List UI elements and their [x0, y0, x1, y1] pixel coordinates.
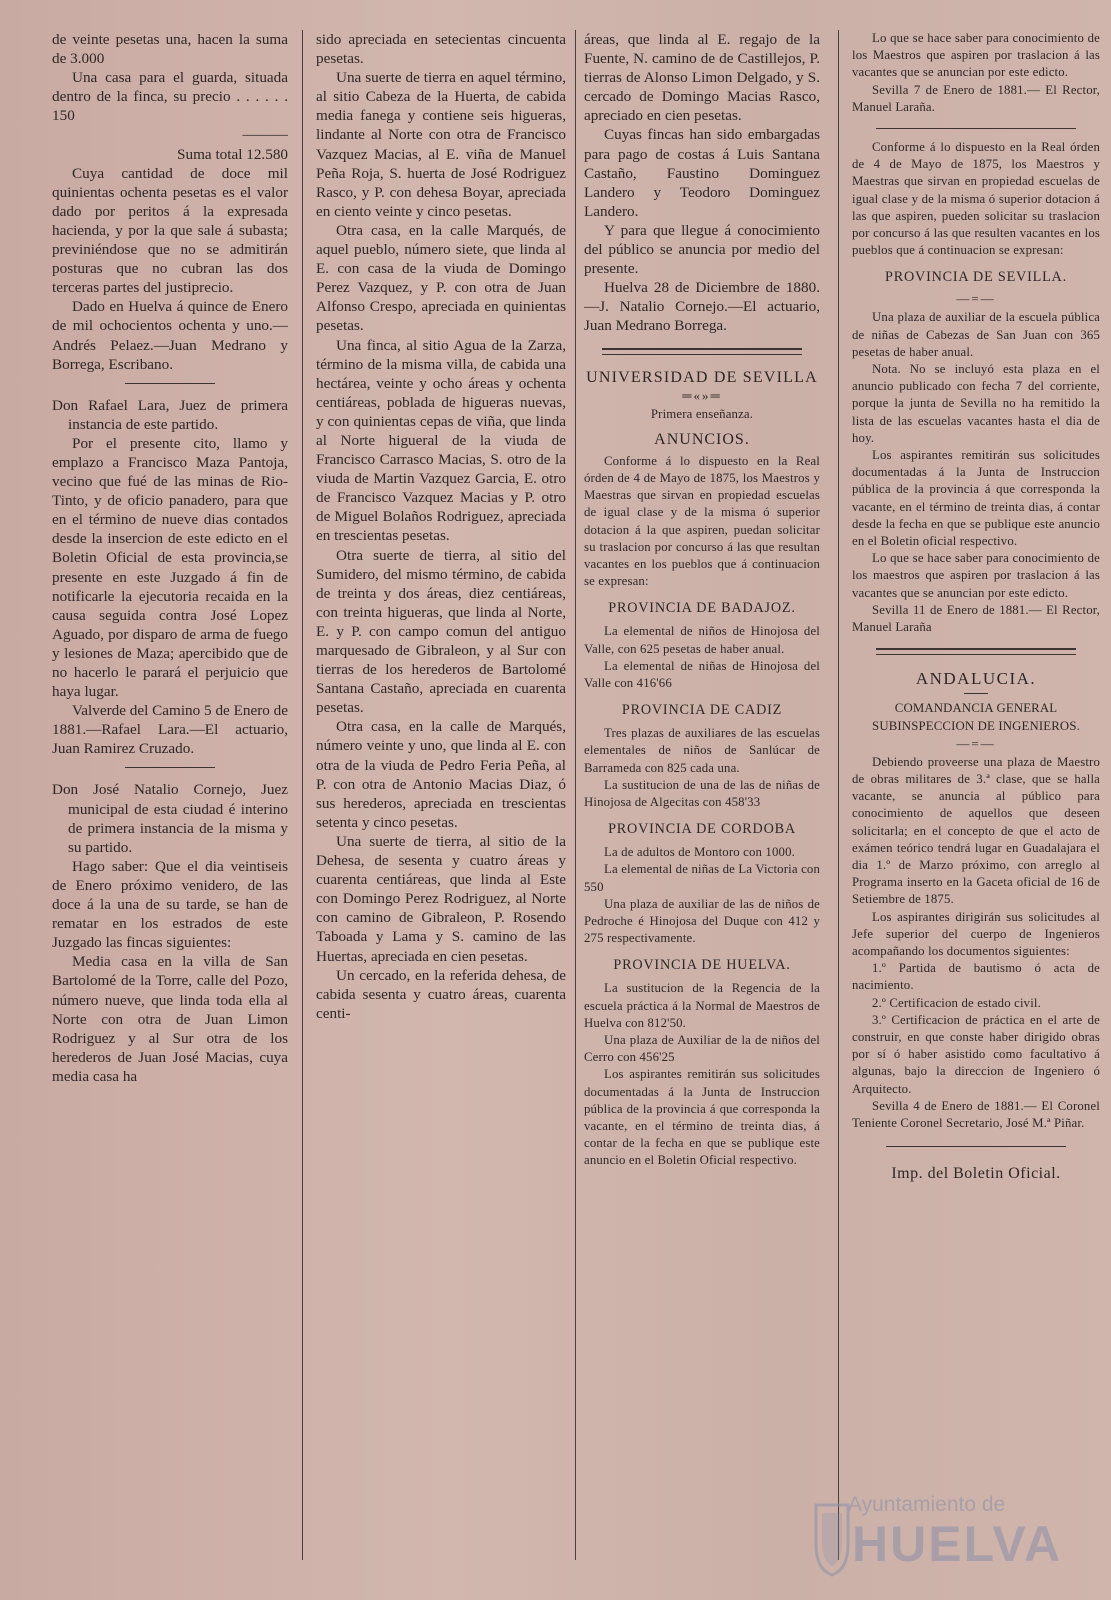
column-2: [316, 30, 566, 1590]
column-4: [852, 30, 1100, 1590]
province-heading: PROVINCIA DE HUELVA.: [613, 957, 791, 974]
vacancy-item: La sustitucion de una de las de niñas de Hinojosa de Algecitas con 458'33: [584, 777, 820, 809]
signature: Sevilla 11 de Enero de 1881.— El Rector, Manuel Laraña: [852, 602, 1100, 635]
section-heading: UNIVERSIDAD DE SEVILLA: [586, 368, 818, 386]
column-rule: [575, 30, 576, 1560]
paragraph: Una suerte de tierra, al sitio de la Dehesa, de sesenta y cuatro áreas y cuarenta centiáreas, que linda al Este con Domingo Perez Rodriguez, al Norte con camino de Gibraleon, P. Rosendo Taboada y Lama y S. camino de las Huertas, apreciada en cien pesetas.: [316, 832, 566, 965]
dash-rule: ———: [242, 126, 288, 144]
vacancy-item: Tres plazas de auxiliares de las escuelas elementales de niños de Sanlúcar de Barrameda con 825 cada una.: [584, 726, 820, 775]
paragraph: áreas, que linda al E. regajo de la Fuente, N. camino de de Castillejos, P. tierras de Alonso Limon Delgado, y S. cercado de Domingo Macias Rasco, apreciado en cien pesetas.: [584, 31, 820, 125]
paragraph: Un cercado, en la referida dehesa, de cabida sesenta y cuatro áreas, cuarenta centi-: [316, 966, 566, 1022]
paragraph: Otra casa, en la calle de Marqués, número veinte y uno, que linda al E. con otra de la viuda de Pedro Feria Peña, al P. con otra de Antonio Macias Diaz, ó sus herederos, apreciada en trescientas setenta y cinco pesetas.: [316, 718, 566, 831]
vacancy-item: Una plaza de auxiliar de la escuela pública de niñas de Cabezas de San Juan con 365 pesetas de haber anual.: [852, 310, 1100, 359]
paragraph: Conforme á lo dispuesto en la Real órden de 4 de Mayo de 1875, los Maestros y Maestras que sirvan en propiedad escuelas de igual clase y de la misma ó superior dotacion á las que aspiren, pueden solicitar su traslacion por concurso á las que resulten vacantes en los pueblos que á continuacion se expresan:: [852, 140, 1100, 258]
vacancy-item: Una plaza de auxiliar de las de niños de Pedroche é Hinojosa del Duque con 412 y 275 respectivamente.: [584, 896, 820, 946]
paragraph: Por el presente cito, llamo y emplazo a Francisco Maza Pantoja, vecino que fué de las minas de Rio-Tinto, y de oficio panadero, para que en el término de nueve dias contados desde la insercion de este edicto en el Boletin Oficial de esta provincia,se presente en este Juzgado á fin de notificarle la ejecutoria recaida en la causa seguida contra José Lopez Aguado, por disparo de arma de fuego y lesiones de Maza; apercibido que de no hacerlo le parará el perjuicio que haya lugar.: [52, 434, 288, 701]
paragraph: Una casa para el guarda, situada dentro de la finca, su precio . . . . . . 150: [52, 69, 288, 125]
note: Nota. No se incluyó esta plaza en el anuncio publicado con fecha 7 del corriente, porque la junta de Sevilla no ha remitido la lista de las escuelas vacantes hasta el dia de hoy.: [852, 362, 1100, 445]
list-item: 3.º Certificacion de práctica en el arte de construir, en que conste haber dirigido obras por sí ó haber asistido como facultativo á algunas, bajo la direccion de Ingeniero ó Arquitecto.: [852, 1012, 1100, 1096]
double-rule: [876, 648, 1076, 655]
paragraph: Y para que llegue á conocimiento del público se anuncia por medio del presente.: [584, 221, 820, 278]
paragraph: Cuya cantidad de doce mil quinientas ochenta pesetas es el valor dado por peritos á la expresada hacienda, y por la que sale á subasta; previniéndose que no se admitirán posturas que no cubran las dos terceras partes del justiprecio.: [52, 164, 288, 297]
vacancy-item: La sustitucion de la Regencia de la escuela práctica á la Normal de Maestros de Huelva con 812'50.: [584, 981, 820, 1030]
province-heading: PROVINCIA DE CORDOBA: [608, 821, 796, 838]
subheading: COMANDANCIA GENERAL SUBINSPECCION DE INGENIEROS.: [872, 701, 1080, 733]
amount: 3.000: [70, 50, 105, 68]
province-heading: PROVINCIA DE SEVILLA.: [885, 269, 1067, 286]
watermark-line-1: Ayuntamiento de: [848, 1493, 1006, 1516]
vacancy-item: La elemental de niños de Hinojosa del Valle, con 625 pesetas de haber anual.: [584, 624, 820, 656]
ornament: —=—: [956, 735, 996, 751]
total-line: Suma total 12.580: [177, 145, 288, 163]
paragraph: Los aspirantes remitirán sus solicitudes documentadas á la Junta de Instruccion pública de la provincia á que corresponda la vacante, en el término de treinta dias, á contar de la fecha en que se publique este anuncio en el Boletin Oficial respectivo.: [584, 1067, 820, 1168]
paragraph: Una suerte de tierra en aquel término, al sitio Cabeza de la Huerta, de cabida media fanega y contiene seis higueras, lindante al Norte con otra de Francisco Vazquez Macias, al E. viña de Manuel Peña Roja, S. huerta de José Rodriguez Rasco, y P. con dehesa Boyar, apreciada en ciento veinte y cinco pesetas.: [316, 69, 566, 220]
paragraph: Otra casa, en la calle Marqués, de aquel pueblo, número siete, que linda al E. con casa de la viuda de Domingo Perez Vazquez, y P. con otra de Juan Alfonso Crespo, apreciada en quinientas pesetas.: [316, 221, 566, 335]
watermark-logo: [812, 1493, 1102, 1593]
paragraph: Media casa en la villa de San Bartolomé de la Torre, calle del Pozo, número nueve, que linda toda ella al Norte con otra de Juan Limon Rodriguez y al Sur otra de los herederos de Juan José Macias, cuya media casa ha: [52, 953, 288, 1085]
province-heading: PROVINCIA DE CADIZ: [621, 702, 783, 719]
paragraph: Lo que se hace saber para conocimiento de los maestros que aspiren por traslacion á las vacantes que se anuncian por este edicto.: [852, 551, 1100, 600]
province-heading: PROVINCIA DE BADAJOZ.: [608, 600, 796, 617]
paragraph: sido apreciada en setecientas cincuenta pesetas.: [316, 31, 566, 68]
edict-heading: Don Rafael Lara, Juez de primera instancia de este partido.: [52, 396, 288, 433]
list-item: 2.º Certificacion de estado civil.: [872, 995, 1041, 1010]
column-rule: [838, 30, 839, 1560]
paragraph: Conforme á lo dispuesto en la Real órden de 4 de Mayo de 1875, los Maestros y Maestras que sirvan en propiedad escuelas de igual clase y de la misma ó superior dotacion á la que aspiren, puedan solicitar su traslacion por concurso á las que resultan vacantes en los pueblos que á continuacion se expresan:: [584, 453, 820, 589]
vacancy-item: La de adultos de Montoro con 1000.: [604, 845, 795, 860]
column-1: [52, 30, 288, 1590]
paragraph: Valverde del Camino 5 de Enero de 1881.—Rafael Lara.—El actuario, Juan Ramirez Cruzado.: [52, 702, 288, 758]
watermark-line-2: HUELVA: [852, 1516, 1063, 1572]
signature: Sevilla 7 de Enero de 1881.— El Rector, Manuel Laraña.: [852, 82, 1100, 114]
separator: [886, 1146, 1066, 1147]
paragraph: Hago saber: Que el dia veintiseis de Enero próximo venidero, de las doce á la una de su tarde, se han de rematar en los estrados de este Juzgado las fincas siguientes:: [52, 857, 288, 952]
amount: 150: [52, 107, 75, 125]
vacancy-item: La elemental de niñas de Hinojosa del Valle con 416'66: [584, 658, 820, 690]
total-amount: 12.580: [246, 145, 288, 163]
paragraph: Huelva 28 de Diciembre de 1880.—J. Natalio Cornejo.—El actuario, Juan Medrano Borrega.: [584, 279, 820, 335]
edict-heading: Don José Natalio Cornejo, Juez municipal de esta ciudad é interino de primera instancia de la misma y su partido.: [52, 781, 288, 856]
separator: [964, 693, 988, 694]
subheading: ANUNCIOS.: [654, 430, 750, 448]
subheading: Primera enseñanza.: [650, 406, 754, 421]
paragraph: Lo que se hace saber para conocimiento de los Maestros que aspiren por traslacion á las vacantes que se anuncian por este edicto.: [852, 31, 1100, 80]
ornament: —=—: [956, 291, 996, 307]
list-item: 1.º Partida de bautismo ó acta de nacimiento.: [852, 961, 1100, 993]
paragraph: Debiendo proveerse una plaza de Maestro de obras militares de 3.ª clase, que se halla vacante, se anuncia al público para conocimiento de aquellos que deseen solicitarla; en el concepto de que el acto de exámen teórico tendrá lugar en Guadalajara el dia 1.º de Marzo próximo, con arreglo al Programa inserto en la Gaceta oficial de 16 de Setiembre de 1875.: [852, 754, 1100, 907]
paragraph: de veinte pesetas una, hacen la suma de 3.000: [52, 31, 288, 68]
separator: [125, 383, 215, 384]
paragraph: Otra suerte de tierra, al sitio del Sumidero, del mismo término, de cabida de treinta y dos áreas, diez centiáreas, con treinta higueras, que linda al Norte, E. y P. con campo comun del antiguo marquesado de Gibraleon, y al Sur con tierras de los herederos de Bartolomé Santana Castaño, apreciada en cuarenta pesetas.: [316, 546, 566, 717]
double-rule: [602, 348, 802, 355]
paragraph: Dado en Huelva á quince de Enero de mil ochocientos ochenta y uno.—Andrés Pelaez.—Juan Medrano y Borrega, Escribano.: [52, 298, 288, 373]
paragraph: Cuyas fincas han sido embargadas para pago de costas á Luis Santana Castaño, Faustino Dominguez Landero y Teodoro Dominguez Landero.: [584, 126, 820, 220]
signature: Sevilla 4 de Enero de 1881.— El Coronel Teniente Coronel Secretario, José M.ª Piñar.: [852, 1098, 1100, 1130]
separator: [125, 767, 215, 768]
paragraph: Los aspirantes remitirán sus solicitudes documentadas á la Junta de Instruccion pública de la provincia á que corresponda la vacante, en el término de treinta dias, á contar desde la fecha en que se publique este anuncio en el Boletin oficial respectivo.: [852, 448, 1100, 549]
vacancy-item: Una plaza de Auxiliar de la de niños del Cerro con 456'25: [584, 1032, 820, 1065]
vacancy-item: La elemental de niñas de La Victoria con 550: [584, 862, 820, 894]
column-3: [584, 30, 820, 1590]
printer-imprint: Imp. del Boletin Oficial.: [891, 1165, 1061, 1183]
paragraph: Los aspirantes dirigirán sus solicitudes al Jefe superior del cuerpo de Ingenieros acompañando los documentos siguientes:: [852, 909, 1100, 958]
paragraph: Una finca, al sitio Agua de la Zarza, término de la misma villa, de cabida una hectárea, veinte y ocho áreas y ochenta centiáreas, poblada de higueras nuevas, y con quinientas cepas de viña, que linda al Norte higueral de la viuda de Francisco Carrasco Macias, S. otro de la viuda de Martin Vazquez Garcia, E. otro de Francisco Vazquez Macias y P. otro de Miguel Bolaños Rodriguez, apreciada en trescientas pesetas.: [316, 336, 566, 545]
ornament: ═«»═: [682, 387, 722, 403]
crest-icon: [812, 1499, 852, 1579]
separator: [876, 128, 1076, 129]
column-rule: [302, 30, 303, 1560]
section-heading: ANDALUCIA.: [915, 669, 1037, 689]
